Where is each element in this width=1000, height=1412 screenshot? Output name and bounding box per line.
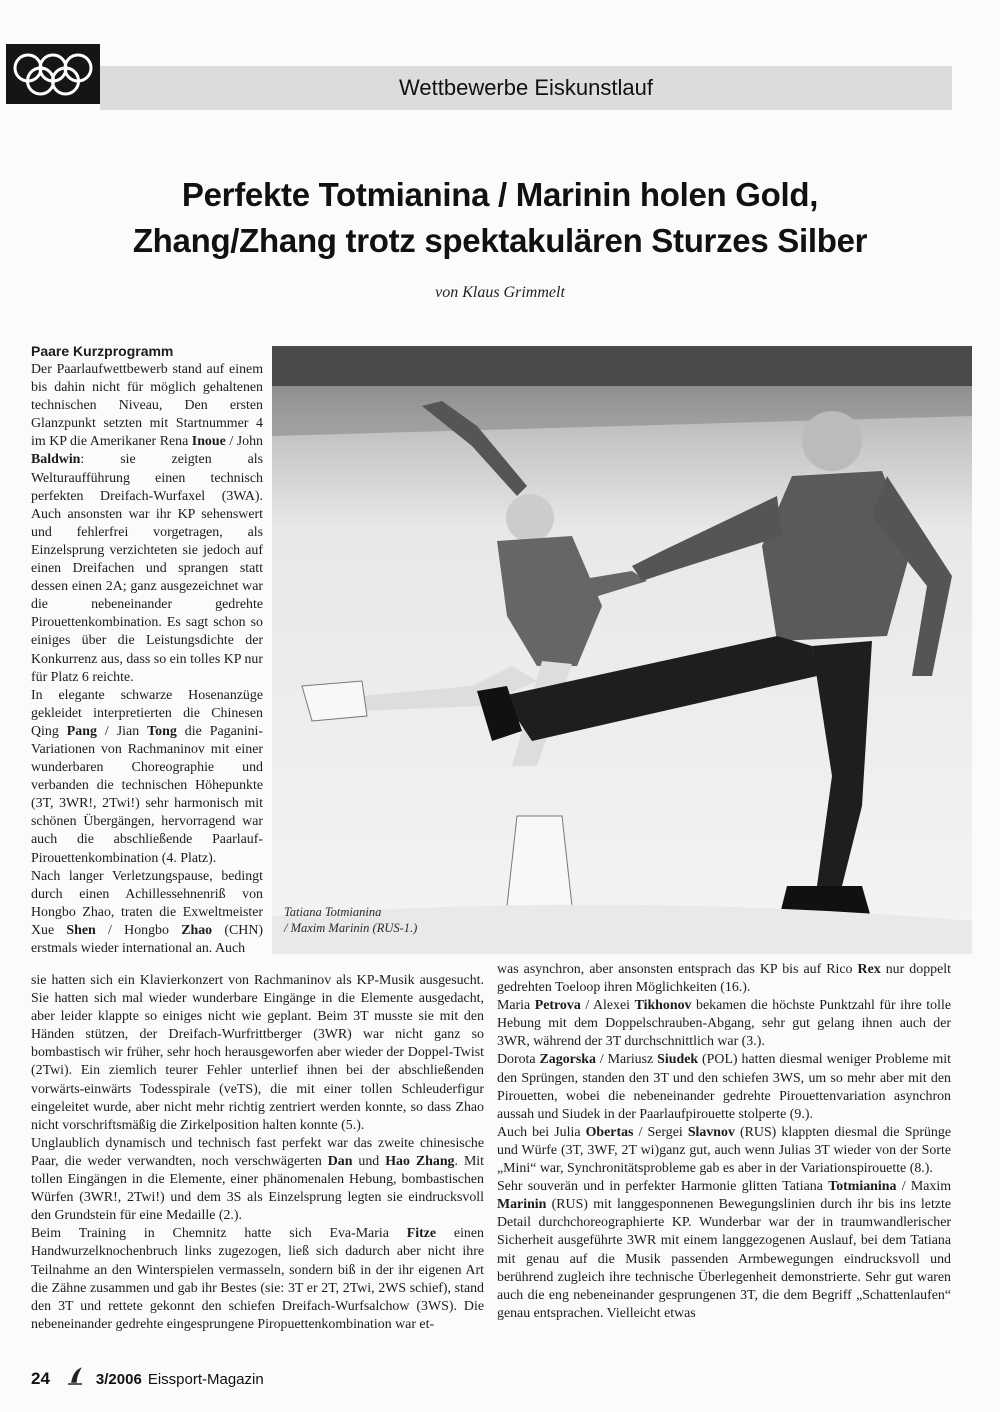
page-footer: [31, 1366, 264, 1392]
paragraph: Maria Petrova / Alexei Tikhonov bekamen die höchste Punktzahl für ihre tolle Hebung mit dem Doppelschrauben-Abgang, sehr gut gelang ihnen auch der 3WR, während der 3T durchschnittlich war (3.).: [497, 998, 951, 1050]
headline-line-1: Perfekte Totmianina / Marinin holen Gold,: [181, 176, 819, 213]
lower-right-column: [497, 961, 951, 1323]
page-number: 24: [31, 1369, 50, 1388]
issue-number: 3/2006: [95, 1370, 142, 1388]
skater-emblem-icon: [64, 1366, 86, 1392]
paragraph: Unglaublich dynamisch und technisch fast perfekt war das zweite chinesische Paar, die weder verwandten, noch verschwägerten Dan und Hao Zhang. Mit tollen Eingängen in die Elemente, einer phänomenalen Hebung, bombastischen Würfen (3WR!, 2Twi!) und dem 3S als Einzelsprung legten sie eindrucksvoll den Grundstein für eine Medaille (2.).: [31, 1135, 485, 1224]
magazine-name: Eissport-Magazin: [147, 1370, 264, 1388]
byline: von Klaus Grimmelt: [435, 284, 565, 301]
photo-caption: Tatiana Totmianina / Maxim Marinin (RUS-1.): [284, 905, 418, 935]
lower-left-column: [31, 972, 484, 1334]
subheading: Paare Kurzprogramm: [31, 343, 174, 359]
section-title: Wettbewerbe Eiskunstlauf: [100, 66, 952, 110]
paragraph: Nach langer Verletzungspause, bedingt durch einen Achillessehnenriß von Hongbo Zhao, traten die Exweltmeister Xue Shen / Hongbo Zhao (CHN) erstmals wieder international an. Auch: [31, 868, 263, 956]
paragraph: Auch bei Julia Obertas / Sergei Slavnov (RUS) klappten diesmal die Sprünge und Würfe (3T, 3WF, 2T wi)ganz gut, auch wenn Julias 3T wieder von der Sorte „Mini“ war, Synchronitätsprobleme gab es aber in der Variationspirouette (8.).: [497, 1124, 951, 1177]
headline-line-2: Zhang/Zhang trotz spektakulären Sturzes Silber: [132, 222, 868, 259]
paragraph: sie hatten sich ein Klavierkonzert von Rachmaninov als KP-Musik ausgesucht. Sie hatten sich mal wieder wunderbare Eingänge in die Elemente ausgedacht, aber leider klappte so einiges nicht wie geplant. Beim 3T musste sie mit den Händen stützen, der Dreifach-Wurfrittberger (3WR) war nicht ganz so bombastisch wir früher, sehr hoch herausgeworfen aber wieder der Doppel-Twist (2Twi). Ein ziemlich teurer Fehler unterlief ihnen bei der abschließenden vorwärts-einwärts Todesspirale (veTS), die mit einer tollen Schleuderfigur eingeleitet wurde, aber nicht mehr richtig zentriert werden konnte, so dass Zhao nicht vorschriftsmäßig die Zirkelposition halten konnte (5.).: [31, 973, 484, 1133]
article-headline: [60, 172, 940, 264]
paragraph: In elegante schwarze Hosenanzüge gekleidet interpretierten die Chinesen Qing Pang / Jian Tong die Paganini-Variationen von Rachmaninov mit einer wunderbaren Choreographie und verbanden die technischen Höhepunkte (3T, 3WR!, 2Twi!) sehr harmonisch mit schönen Übergängen, hervorragend war auch die abschließende Paarlauf-Pirouettenkombination (4. Platz).: [31, 687, 264, 866]
olympic-rings-logo: [6, 44, 100, 104]
olympic-rings-icon: [6, 44, 100, 104]
paragraph: Beim Training in Chemnitz hatte sich Eva-Maria Fitze einen Handwurzelknochenbruch links zugezogen, ließ sich dadurch aber nicht ihre Teilnahme an den Winterspielen vermasseln, sondern biß in der ihr eigenen Art die Zähne zusammen und gab ihr Bestes (sie: 3T er 2T, 2Twi, 2WS schief), stand den 3T und rettete gekonnt den schiefen Dreifach-Wurfsalchow (3WS). Die nebeneinander gedrehte eingesprungene Piropuettenkombination war et-: [31, 1226, 484, 1332]
skating-pair-photo: [272, 346, 972, 954]
paragraph: was asynchron, aber ansonsten entsprach das KP bis auf Rico Rex nur doppelt gedrehten Toeloop ihren Möglichkeiten (16.).: [497, 962, 951, 996]
paragraph: Dorota Zagorska / Mariusz Siudek (POL) hatten diesmal weniger Probleme mit den Sprüngen, standen den 3T und den schiefen 3WS, um so mehr aber mit den Pirouetten, wobei die nebeneinander gedrehte Pirouettenvariation asynchron aussah und Siudek in der Paarlaufpirouette stolperte (9.).: [497, 1052, 951, 1122]
paragraph: Der Paarlaufwettbewerb stand auf einem bis dahin nicht für möglich gehaltenen technischen Niveau, Den ersten Glanzpunkt setzten mit Startnummer 4 im KP die Amerikaner Rena Inoue / John Baldwin: sie zeigten als Welturaufführung einen technisch perfekten Dreifach-Wurfaxel (3WA). Auch ansonsten war ihr KP sehenswert und fehlerfrei vorgetragen, als Einzelsprung verzichteten sie jedoch auf einen Dreifachen und sprangen statt dessen einen 2A; ganz ausgezeichnet war die nebeneinander gedrehte Pirouettenkombination. Es sagt schon so einiges über die Leistungsdichte der Konkurrenz aus, dass so ein tolles KP nur für Platz 6 reichte.: [31, 362, 263, 685]
left-column: [31, 342, 263, 958]
paragraph: Sehr souverän und in perfekter Harmonie glitten Tatiana Totmianina / Maxim Marinin (RUS) mit langgesponnenen Bewegungslinien durch ihr bis ins letzte Detail durchchoreographierte KP. Wunderbar war der in traumwandlerischer Sicherheit ausgeführte 3WR mit einem langgezogenen Auslauf, bei dem Tatiana mit genau auf die Musik passenden Armbewegungen eindrucksvoll und berührend zugleich ihre technische Überlegenheit demonstrierte. Sehr gut waren auch die eng nebeneinander gesprungenen 3T, die dem Begriff „Schattenlaufen“ genau entsprachen. Vielleicht etwas: [497, 1179, 952, 1321]
